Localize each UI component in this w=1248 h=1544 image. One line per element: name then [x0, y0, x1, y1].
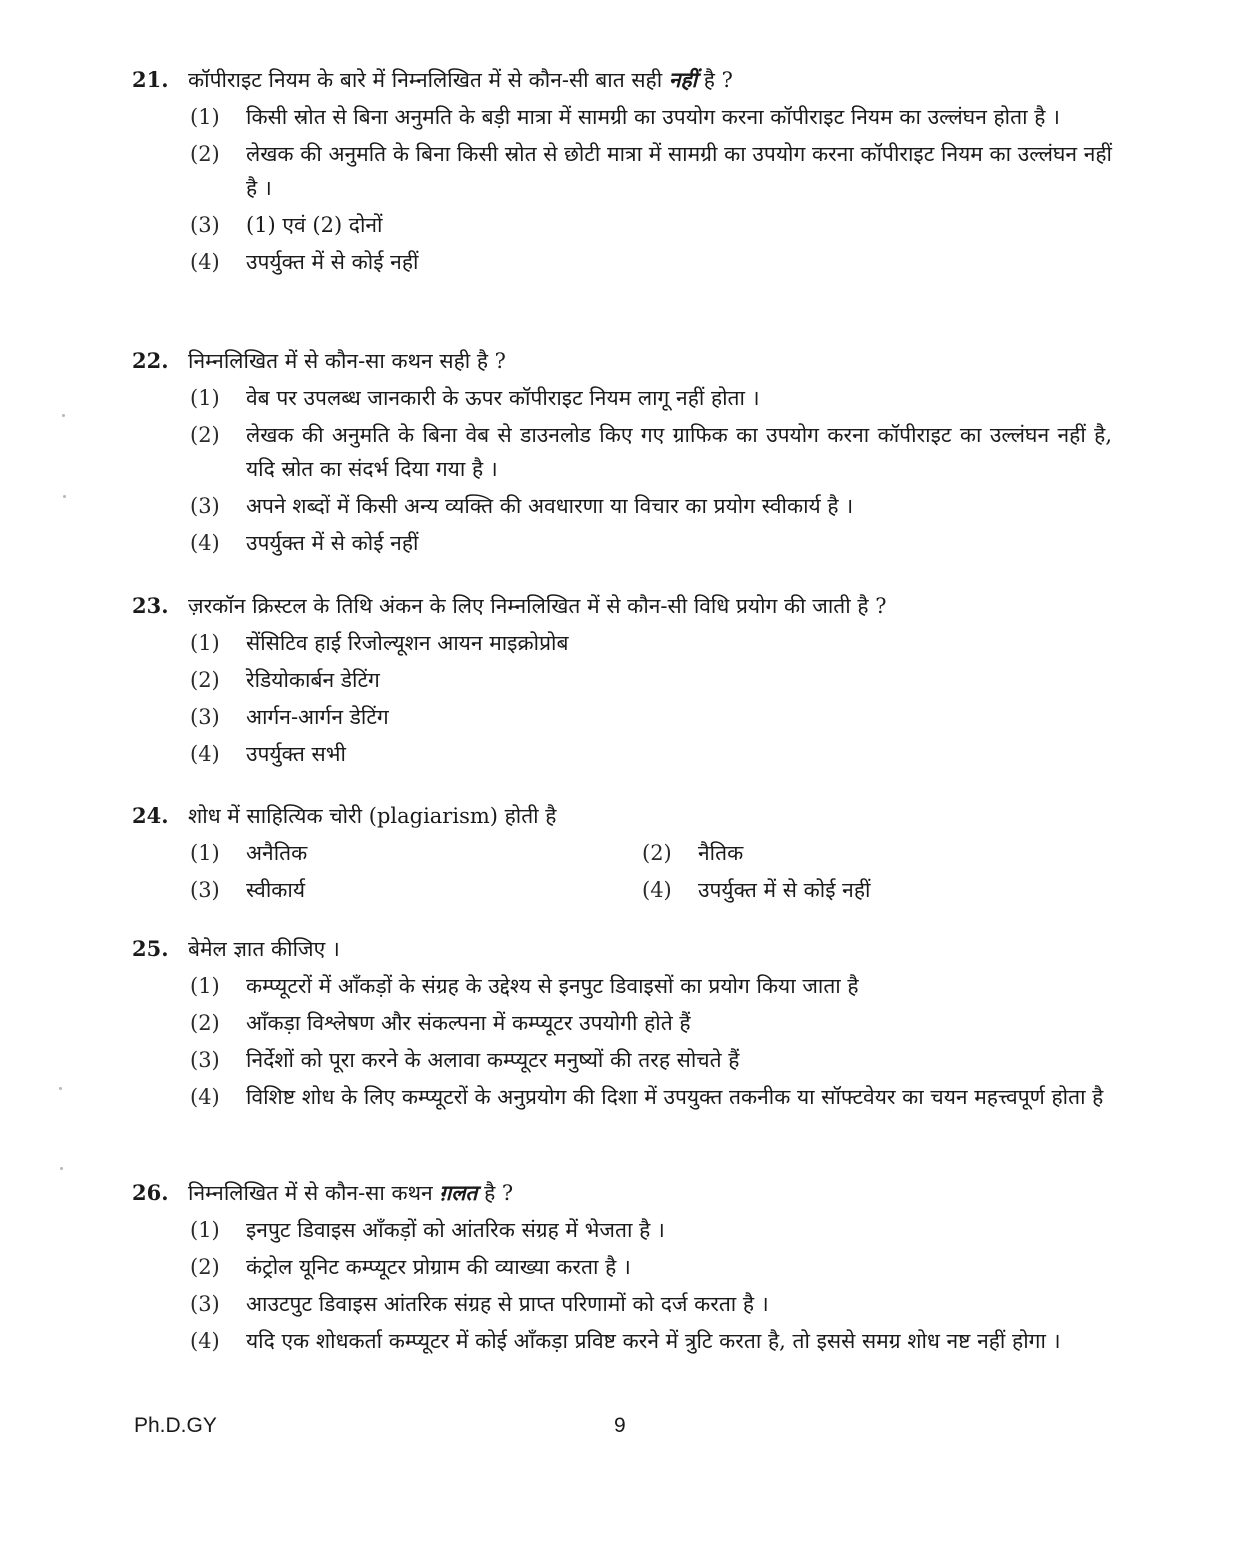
- option: [584, 836, 1036, 870]
- question-text: निम्नलिखित में से कौन-सा कथन सही है ?: [188, 349, 506, 373]
- question-23: [132, 589, 1112, 771]
- option: [132, 245, 1112, 279]
- option-list: [132, 100, 1112, 279]
- scan-speck: [60, 1167, 63, 1170]
- option-text: निर्देशों को पूरा करने के अलावा कम्प्यूटर मनुष्यों की तरह सोचते हैं: [246, 1048, 740, 1072]
- option-text: उपर्युक्त में से कोई नहीं: [698, 878, 871, 902]
- option-text: वेब पर उपलब्ध जानकारी के ऊपर कॉपीराइट नियम लागू नहीं होता ।: [246, 386, 760, 410]
- option: [132, 1324, 1112, 1358]
- option: [132, 836, 584, 870]
- option-text: अपने शब्दों में किसी अन्य व्यक्ति की अवधारणा या विचार का प्रयोग स्वीकार्य है ।: [246, 494, 854, 518]
- option-text: यदि एक शोधकर्ता कम्प्यूटर में कोई आँकड़ा प्रविष्ट करने में त्रुटि करता है, तो इससे समग्र शोध नष्ट नहीं होगा ।: [246, 1329, 1061, 1353]
- option: [132, 1287, 1112, 1321]
- option-number: (2): [190, 1255, 220, 1279]
- option-number: (3): [190, 878, 220, 902]
- option-list: [132, 833, 1112, 907]
- scan-speck: [63, 495, 66, 498]
- option-text: उपर्युक्त में से कोई नहीं: [246, 531, 419, 555]
- option: [132, 1043, 1112, 1077]
- question-number: 24.: [132, 803, 169, 828]
- option-number: (1): [190, 386, 220, 410]
- question-number: 26.: [132, 1180, 169, 1205]
- question-stem: [132, 344, 1112, 378]
- option: [132, 1080, 1112, 1114]
- option-text: स्वीकार्य: [246, 878, 306, 902]
- question-number: 21.: [132, 67, 169, 92]
- option: [584, 873, 1036, 907]
- option-text: आउटपुट डिवाइस आंतरिक संग्रह से प्राप्त परिणामों को दर्ज करता है ।: [246, 1292, 769, 1316]
- option: [132, 208, 1112, 242]
- option-number: (1): [190, 631, 220, 655]
- option-number: (3): [190, 705, 220, 729]
- option-number: (3): [190, 1048, 220, 1072]
- option-number: (2): [190, 1011, 220, 1035]
- option-list: [132, 381, 1112, 560]
- option-text: लेखक की अनुमति के बिना किसी स्रोत से छोटी मात्रा में सामग्री का उपयोग करना कॉपीराइट नियम का उल्लंघन नहीं है ।: [246, 142, 1112, 200]
- option: [132, 873, 584, 907]
- stem-part: निम्नलिखित में से कौन-सा कथन: [188, 1181, 440, 1205]
- question-number: 25.: [132, 936, 169, 961]
- option-text: विशिष्ट शोध के लिए कम्प्यूटरों के अनुप्रयोग की दिशा में उपयुक्त तकनीक या सॉफ्टवेयर का चयन महत्त्वपूर्ण होता है: [246, 1085, 1104, 1109]
- option-list: [132, 626, 1112, 771]
- option-number: (3): [190, 494, 220, 518]
- question-text: बेमेल ज्ञात कीजिए ।: [188, 937, 340, 961]
- option: [132, 381, 1112, 415]
- option: [132, 969, 1112, 1003]
- option-text: आँकड़ा विश्लेषण और संकल्पना में कम्प्यूटर उपयोगी होते हैं: [246, 1011, 691, 1035]
- stem-part: कॉपीराइट नियम के बारे में निम्नलिखित में से कौन-सी बात सही: [188, 68, 669, 92]
- paper-code: Ph.D.GY: [134, 1414, 217, 1437]
- option-text: आर्गन-आर्गन डेटिंग: [246, 705, 389, 729]
- option-number: (1): [190, 1218, 220, 1242]
- page-number: 9: [614, 1414, 626, 1437]
- question-26: [132, 1176, 1112, 1358]
- stem-emphasis: ग़लत: [439, 1180, 478, 1205]
- question-number: 22.: [132, 348, 169, 373]
- stem-part: है ?: [477, 1181, 514, 1205]
- option: [132, 137, 1112, 205]
- option-number: (2): [190, 423, 220, 447]
- option: [132, 489, 1112, 523]
- option-text: अनैतिक: [246, 841, 308, 865]
- option-text: रेडियोकार्बन डेटिंग: [246, 668, 380, 692]
- question-text: शोध में साहित्यिक चोरी (plagiarism) होती है: [188, 804, 557, 828]
- option: [132, 1213, 1112, 1247]
- option-number: (4): [190, 742, 220, 766]
- question-25: [132, 932, 1112, 1114]
- option-number: (3): [190, 1292, 220, 1316]
- question-number: 23.: [132, 593, 169, 618]
- option-number: (4): [642, 878, 672, 902]
- option-text: लेखक की अनुमति के बिना वेब से डाउनलोड किए गए ग्राफिक का उपयोग करना कॉपीराइट का उल्लंघन नहीं है, यदि स्रोत का संदर्भ दिया गया है ।: [246, 423, 1112, 481]
- question-stem: [132, 1176, 1112, 1210]
- option: [132, 418, 1112, 486]
- question-stem: [132, 799, 1112, 833]
- option-text: नैतिक: [698, 841, 744, 865]
- question-21: [132, 63, 1112, 279]
- scan-speck: [59, 1087, 62, 1090]
- option-text: कंट्रोल यूनिट कम्प्यूटर प्रोग्राम की व्याख्या करता है ।: [246, 1255, 631, 1279]
- option-number: (3): [190, 213, 220, 237]
- option: [132, 1250, 1112, 1284]
- option-text: इनपुट डिवाइस आँकड़ों को आंतरिक संग्रह में भेजता है ।: [246, 1218, 665, 1242]
- option: [132, 1006, 1112, 1040]
- question-22: [132, 344, 1112, 560]
- option-number: (2): [642, 841, 672, 865]
- stem-part: है ?: [697, 68, 733, 92]
- option-number: (4): [190, 1329, 220, 1353]
- question-text: [188, 63, 733, 97]
- option-text: उपर्युक्त में से कोई नहीं: [246, 250, 419, 274]
- option-number: (1): [190, 841, 220, 865]
- question-stem: [132, 63, 1112, 97]
- question-stem: [132, 932, 1112, 966]
- option-text: किसी स्रोत से बिना अनुमति के बड़ी मात्रा में सामग्री का उपयोग करना कॉपीराइट नियम का उल्लंघन होता है ।: [246, 105, 1060, 129]
- option-text: कम्प्यूटरों में आँकड़ों के संग्रह के उद्देश्य से इनपुट डिवाइसों का प्रयोग किया जाता है: [246, 974, 859, 998]
- option: [132, 526, 1112, 560]
- option-text: (1) एवं (2) दोनों: [246, 213, 383, 237]
- stem-emphasis: नहीं: [668, 67, 698, 92]
- question-text: [188, 1176, 513, 1210]
- option: [132, 626, 1112, 660]
- option-number: (4): [190, 1085, 220, 1109]
- option: [132, 700, 1112, 734]
- question-text: ज़रकॉन क्रिस्टल के तिथि अंकन के लिए निम्नलिखित में से कौन-सी विधि प्रयोग की जाती है ?: [188, 594, 887, 618]
- option: [132, 100, 1112, 134]
- question-stem: [132, 589, 1112, 623]
- question-24: [132, 799, 1112, 907]
- option-list: [132, 969, 1112, 1114]
- option-number: (4): [190, 250, 220, 274]
- option: [132, 663, 1112, 697]
- option-number: (2): [190, 142, 220, 166]
- option-number: (4): [190, 531, 220, 555]
- option: [132, 737, 1112, 771]
- option-number: (2): [190, 668, 220, 692]
- option-number: (1): [190, 974, 220, 998]
- option-number: (1): [190, 105, 220, 129]
- option-text: सेंसिटिव हाई रिजोल्यूशन आयन माइक्रोप्रोब: [246, 631, 569, 655]
- scan-speck: [62, 414, 65, 417]
- option-list: [132, 1213, 1112, 1358]
- option-text: उपर्युक्त सभी: [246, 742, 346, 766]
